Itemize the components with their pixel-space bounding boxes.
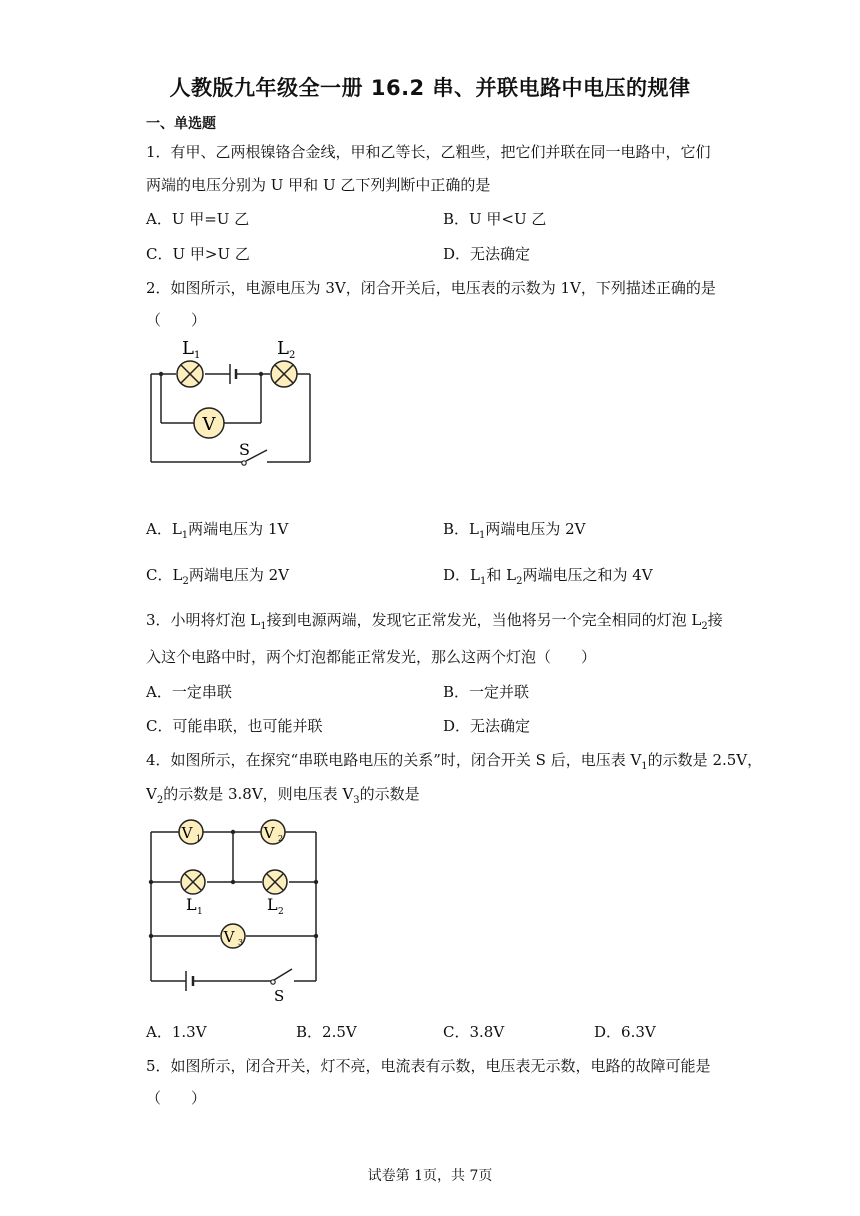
lamp-l2-icon <box>271 361 297 387</box>
q2-option-c: C．$L_2$两端电压为 2V <box>146 566 289 587</box>
q2-circuit-diagram <box>140 330 320 470</box>
v1-sub: 1 <box>196 834 202 843</box>
switch-pivot <box>271 980 275 984</box>
lamp-l1-icon <box>181 870 205 894</box>
lamp-l1-sub: 1 <box>194 350 201 361</box>
q1-option-c: C．U 甲>U 乙 <box>146 245 250 263</box>
lamp-l2-icon <box>263 870 287 894</box>
q2-line1: 2．如图所示，电源电压为 3V，闭合开关后，电压表的示数为 1V，下列描述正确的是 <box>146 279 716 297</box>
q1-option-b: B．U 甲<U 乙 <box>443 210 547 228</box>
q1-option-d: D．无法确定 <box>443 245 531 263</box>
q4-circuit-diagram <box>140 815 330 1005</box>
q2-line2: （ ） <box>146 311 207 329</box>
l1-sub: 1 <box>197 907 203 917</box>
q5-line2: （ ） <box>146 1089 207 1107</box>
lamp-l2-sub: 2 <box>289 350 296 361</box>
q3-line1: 3．小明将灯泡 $L_1$接到电源两端，发现它正常发光，当他将另一个完全相同的灯泡 $L_2$接 <box>146 611 723 632</box>
page-footer: 试卷第 1页，共 7页 <box>367 1168 493 1184</box>
lamp-l2-label: L <box>277 338 289 359</box>
q3-line2: 入这个电路中时，两个灯泡都能正常发光，那么这两个灯泡（ ） <box>146 648 597 666</box>
l1-label: L <box>186 895 197 914</box>
switch-pivot <box>242 461 246 465</box>
q2-option-a: A．$L_1$两端电压为 1V <box>146 520 289 541</box>
page-title: 人教版九年级全一册 16.2 串、并联电路中电压的规律 <box>169 76 691 100</box>
l2-label: L <box>267 895 278 914</box>
q3-option-c: C．可能串联，也可能并联 <box>146 717 323 735</box>
lamp-l1-label: L <box>182 338 194 359</box>
q1-option-a: A．U 甲=U 乙 <box>146 210 250 228</box>
lamp-l1-icon <box>177 361 203 387</box>
q1-line2: 两端的电压分别为 U 甲和 U 乙下列判断中正确的是 <box>146 176 491 194</box>
section-heading: 一、单选题 <box>146 116 216 132</box>
q2-option-b: B．$L_1$两端电压为 2V <box>443 520 586 541</box>
q4-option-d: D．6.3V <box>594 1023 656 1041</box>
v3-label: V <box>223 928 235 946</box>
q2-option-d: D．$L_1$和 $L_2$两端电压之和为 4V <box>443 566 653 587</box>
q3-option-d: D．无法确定 <box>443 717 531 735</box>
q4-option-b: B．2.5V <box>296 1023 357 1041</box>
q5-line1: 5．如图所示，闭合开关，灯不亮，电流表有示数，电压表无示数，电路的故障可能是 <box>146 1057 711 1075</box>
v2-label: V <box>263 824 275 842</box>
v1-label: V <box>181 824 193 842</box>
q4-line2: $V_2$的示数是 3.8V，则电压表 $V_3$的示数是 <box>146 785 420 806</box>
q4-option-a: A．1.3V <box>146 1023 207 1041</box>
switch-label: S <box>239 440 250 459</box>
l2-sub: 2 <box>278 907 284 917</box>
q4-line1: 4．如图所示，在探究“串联电路电压的关系”时，闭合开关 S 后，电压表 $V_1$的示数是 2.5V， <box>146 751 763 772</box>
v3-sub: 3 <box>238 938 244 947</box>
q1-line1: 1．有甲、乙两根镍铬合金线，甲和乙等长，乙粗些，把它们并联在同一电路中，它们 <box>146 143 711 161</box>
v2-sub: 2 <box>278 834 284 843</box>
q3-option-b: B．一定并联 <box>443 683 530 701</box>
q4-option-c: C．3.8V <box>443 1023 505 1041</box>
switch-label: S <box>274 987 285 1005</box>
voltmeter-label: V <box>202 414 216 435</box>
q3-option-a: A．一定串联 <box>146 683 232 701</box>
